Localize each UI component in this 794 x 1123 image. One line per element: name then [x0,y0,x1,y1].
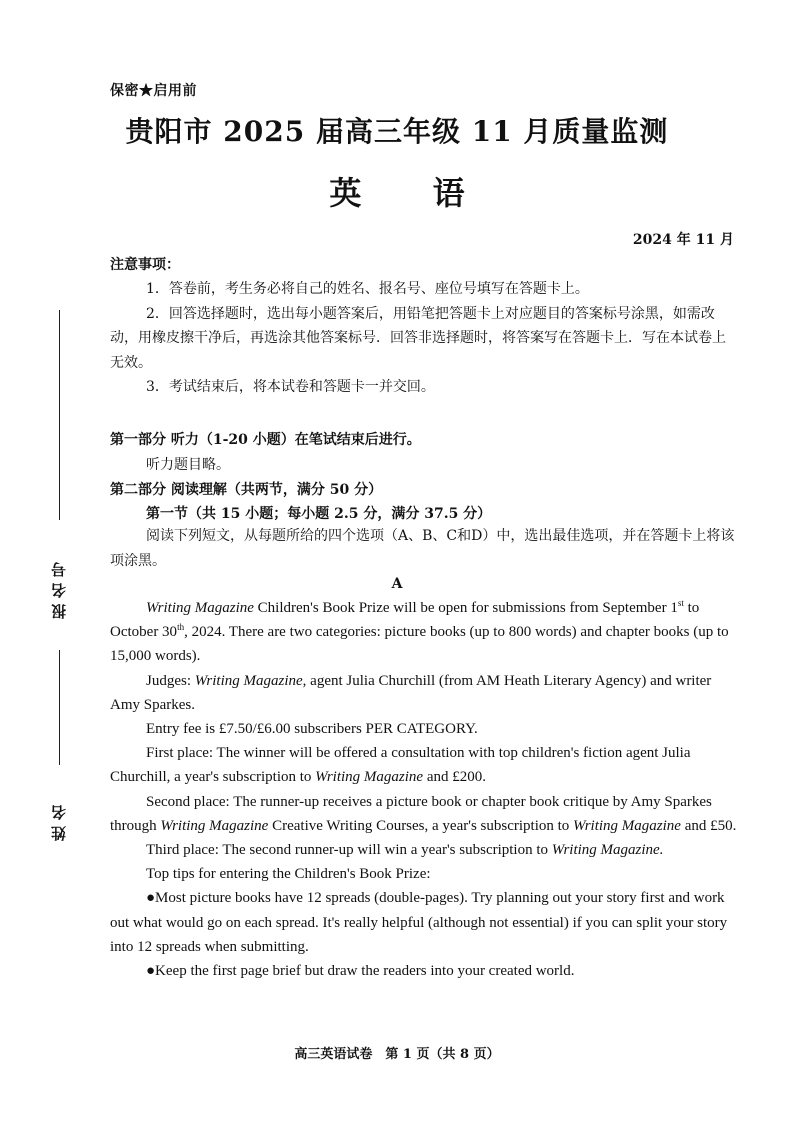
text-run: Judges: [146,672,195,689]
confidential-mark: 保密★启用前 [110,83,197,99]
binding-line [59,650,60,765]
part2-section1-heading: 第一节（共 15 小题；每小题 2.5 分，满分 37.5 分） [146,506,492,522]
notes-heading: 注意事项： [110,257,180,273]
magazine-title: Writing Magazine [160,817,269,834]
ordinal-suffix: th [177,622,185,633]
passage-label: A [391,576,403,592]
part1-note: 听力题目略。 [146,457,230,473]
notes-list [110,277,738,400]
text-run: and £200. [423,769,487,786]
passage-a [110,596,738,983]
text-run: Third place: The second runner-up will win a year's subscription to [146,842,552,859]
magazine-title: Writing Magazine [573,817,681,834]
note-item: 3．考试结束后，将本试卷和答题卡一并交回。 [146,379,435,395]
registration-number-label: 报名号 [50,556,68,620]
subject-title: 英 语 [329,174,495,212]
page-footer: 高三英语试卷 第 1 页（共 8 页） [294,1047,500,1062]
passage-paragraph: Entry fee is £7.50/£6.00 subscribers PER CATEGORY. [146,721,478,738]
tip-item: ●Keep the first page brief but draw the readers into your created world. [146,963,575,980]
text-run: , 2024. There are two categories: picture books (up to 800 words) and chapter books (up to 15,000 words). [110,624,729,665]
exam-title: 贵阳市 2025 届高三年级 11 月质量监测 [125,115,669,148]
text-run: Second place: The runner-up receives a picture book or chapter book critique by Amy Sparkes through [110,793,712,834]
passage-paragraph [110,741,738,789]
text-run: and £50. [680,817,737,834]
note-item: 1．答卷前，考生务必将自己的姓名、报名号、座位号填写在答题卡上。 [146,281,589,297]
note-item: 2．回答选择题时，选出每小题答案后，用铅笔把答题卡上对应题目的答案标号涂黑，如需改动，用橡皮擦干净后，再选涂其他答案标号．回答非选择题时，将答案写在答题卡上．写在本试卷上无效。 [110,305,726,371]
part2-heading: 第二部分 阅读理解（共两节，满分 50 分） [110,482,383,498]
passage-paragraph: Top tips for entering the Children's Book Prize: [146,866,431,883]
magazine-title: Writing Magazine [194,672,303,689]
ordinal-suffix: st [677,598,684,608]
exam-date: 2024 年 11 月 [632,232,734,248]
text-run: First place: The winner will be offered a consultation with top children's fiction agent Julia Churchill, a year's subscription to [110,745,691,786]
part1-heading: 第一部分 听力（1-20 小题）在笔试结束后进行。 [110,432,421,448]
text-run: Creative Writing Courses, a year's subscription to [268,817,574,834]
tip-item: ●Most picture books have 12 spreads (double-pages). Try planning out your story first and work out what would go on each spread. It's really helpful (although not essential) if you can split your story into 12 spreads when submitting. [110,890,728,955]
name-label: 姓名 [50,799,68,841]
magazine-title: Writing Magazine [315,769,424,786]
passage-paragraph [110,669,738,717]
passage-paragraph [110,790,738,838]
magazine-title: Writing Magazine. [551,842,664,859]
text-run: to October 30 [110,600,700,641]
binding-line [59,310,60,520]
passage-paragraph [110,596,738,669]
text-run: Children's Book Prize will be open for submissions from September 1 [253,600,678,616]
magazine-title: Writing Magazine [146,600,254,616]
passage-paragraph [110,838,738,862]
reading-instruction: 阅读下列短文，从每题所给的四个选项（A、B、C和D）中，选出最佳选项，并在答题卡上将该项涂黑。 [110,528,735,569]
text-run: , agent Julia Churchill (from AM Heath Literary Agency) and writer Amy Sparkes. [110,672,712,713]
